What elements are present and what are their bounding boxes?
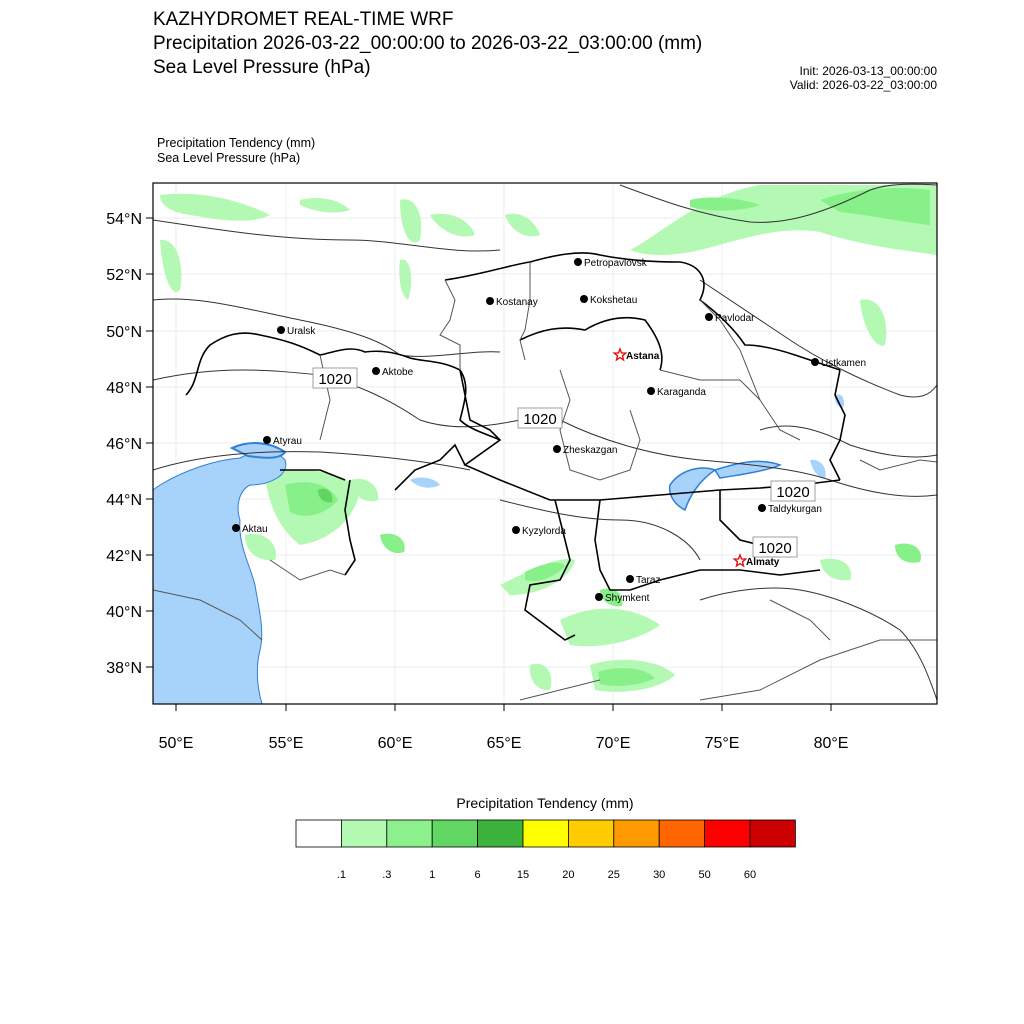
city-label: Atyrau — [273, 436, 302, 447]
city-dot-icon — [512, 526, 520, 534]
city-dot-icon — [705, 313, 713, 321]
lat-tick-label: 48°N — [106, 380, 142, 397]
city-label: Kostanay — [496, 297, 538, 308]
field-label-slp: Sea Level Pressure (hPa) — [157, 151, 301, 165]
chart-title: KAZHYDROMET REAL-TIME WRF — [153, 9, 454, 30]
lon-tick-label: 75°E — [704, 735, 740, 752]
city-dot-icon — [758, 504, 766, 512]
legend-title: Precipitation Tendency (mm) — [456, 795, 634, 811]
city-label: Shymkent — [605, 593, 650, 604]
capital-star-icon — [614, 349, 625, 360]
city-dot-icon — [811, 358, 819, 366]
city-label: Astana — [626, 351, 660, 362]
lat-tick-label: 54°N — [106, 211, 142, 228]
lat-tick-label: 50°N — [106, 324, 142, 341]
legend-tick-label: .3 — [382, 869, 392, 881]
chart-subtitle-precip: Precipitation 2026-03-22_00:00:00 to 2026-03-22_03:00:00 (mm) — [153, 33, 703, 54]
city-dot-icon — [553, 445, 561, 453]
lat-tick-label: 38°N — [106, 660, 142, 677]
lat-tick-label: 40°N — [106, 604, 142, 621]
city-label: Almaty — [746, 557, 780, 568]
city-label: Taraz — [636, 575, 661, 586]
city-dot-icon — [263, 436, 271, 444]
legend-swatch — [387, 820, 432, 847]
legend-tick-label: 25 — [607, 869, 620, 881]
lon-tick-label: 70°E — [595, 735, 631, 752]
city-label: Ustkamen — [821, 358, 867, 369]
contour-label: 1020 — [318, 371, 352, 388]
city-dot-icon — [232, 524, 240, 532]
legend-tick-label: 1 — [429, 869, 436, 881]
legend-swatch — [432, 820, 477, 847]
city-label: Aktobe — [382, 367, 414, 378]
lon-tick-label: 55°E — [268, 735, 304, 752]
city-dot-icon — [626, 575, 634, 583]
city-label: Taldykurgan — [768, 504, 822, 515]
legend-swatch — [478, 820, 523, 847]
city-dot-icon — [647, 387, 655, 395]
legend-tick-label: 50 — [698, 869, 711, 881]
contour-label: 1020 — [758, 540, 792, 557]
city-label: Aktau — [242, 524, 268, 535]
city-label: Kyzylorda — [522, 526, 566, 537]
city-dot-icon — [574, 258, 582, 266]
field-label-precip: Precipitation Tendency (mm) — [157, 136, 316, 150]
legend-swatch — [341, 820, 386, 847]
chart-subtitle-slp: Sea Level Pressure (hPa) — [153, 57, 371, 78]
city-dot-icon — [580, 295, 588, 303]
lon-tick-label: 65°E — [486, 735, 522, 752]
city-dot-icon — [486, 297, 494, 305]
legend-tick-label: 15 — [516, 869, 530, 881]
legend-swatch — [614, 820, 659, 847]
legend-labels — [337, 869, 756, 881]
legend-swatch — [705, 820, 750, 847]
init-time: Init: 2026-03-13_00:00:00 — [799, 64, 937, 78]
city-label: Pavlodar — [715, 313, 755, 324]
lat-tick-label: 52°N — [106, 267, 142, 284]
legend-tick-label: 60 — [743, 869, 757, 881]
city-label: Zheskazgan — [563, 445, 618, 456]
lat-tick-label: 42°N — [106, 548, 142, 565]
pressure-contours — [153, 184, 937, 700]
legend-colorbar — [296, 820, 795, 847]
legend-tick-label: 20 — [562, 869, 575, 881]
legend-swatch — [659, 820, 704, 847]
legend-tick-label: 6 — [474, 869, 481, 881]
city-dot-icon — [595, 593, 603, 601]
legend-swatch — [750, 820, 795, 847]
lon-tick-label: 60°E — [377, 735, 413, 752]
legend-tick-label: 30 — [653, 869, 666, 881]
city-dot-icon — [372, 367, 380, 375]
lat-tick-label: 44°N — [106, 492, 142, 509]
lon-tick-label: 80°E — [813, 735, 849, 752]
lon-tick-label: 50°E — [158, 735, 194, 752]
lat-tick-label: 46°N — [106, 436, 142, 453]
map-layer — [153, 183, 937, 704]
capital-star-icon — [734, 555, 745, 566]
lat-axis — [106, 211, 153, 677]
legend-swatch — [523, 820, 568, 847]
legend-swatch — [296, 820, 341, 847]
city-dot-icon — [277, 326, 285, 334]
valid-time: Valid: 2026-03-22_03:00:00 — [789, 78, 937, 92]
city-label: Uralsk — [287, 326, 316, 337]
city-label: Karaganda — [657, 387, 706, 398]
city-label: Kokshetau — [590, 295, 638, 306]
legend-tick-label: .1 — [336, 869, 346, 881]
contour-label: 1020 — [523, 411, 557, 428]
contour-label: 1020 — [776, 484, 810, 501]
lon-axis — [159, 704, 849, 752]
city-label: Petropavlovsk — [584, 258, 647, 269]
legend-swatch — [568, 820, 613, 847]
